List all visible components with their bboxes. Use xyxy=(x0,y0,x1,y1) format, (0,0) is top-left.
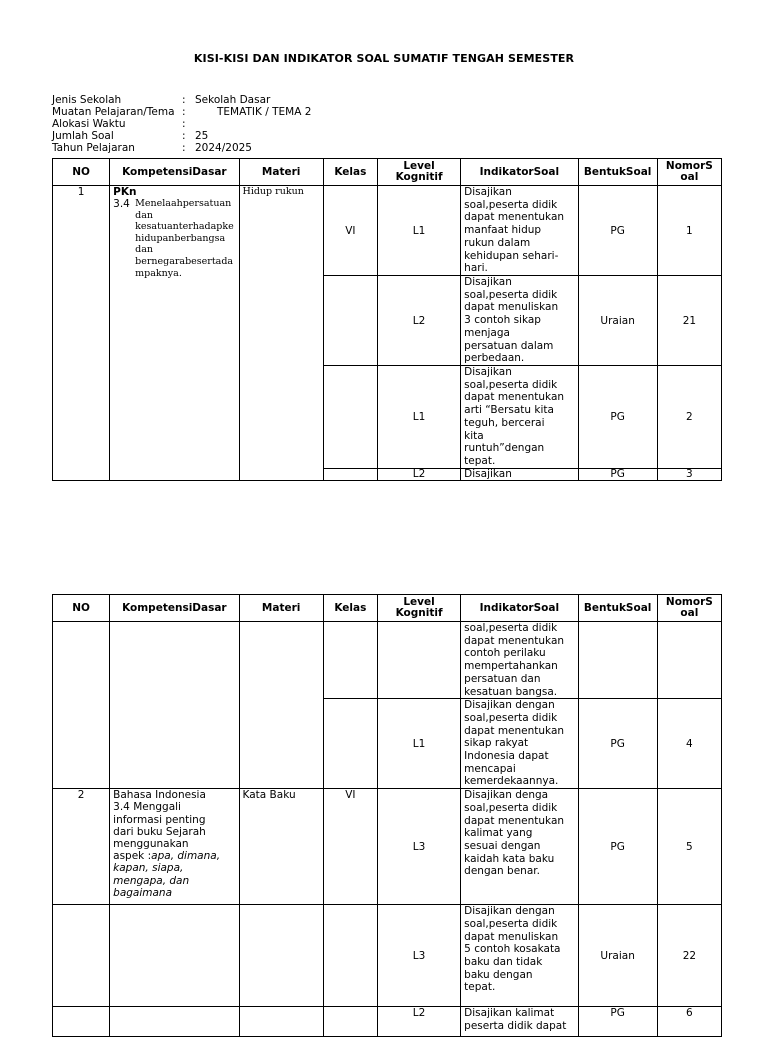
table-row xyxy=(53,789,722,905)
cell-indikator: Disajikan dengan soal,peserta didik dapat menuliskan 5 contoh kosakata baku dan tidak baku dengan tepat. xyxy=(461,905,578,1007)
cell-bentuk: PG xyxy=(578,789,657,905)
table-row xyxy=(53,1007,722,1037)
kisi-table-page2 xyxy=(52,594,722,1037)
cell-kompetensi-dasar xyxy=(110,186,239,481)
table-row xyxy=(53,905,722,1007)
cell-kompetensi-dasar xyxy=(110,905,239,1007)
cell-bentuk: Uraian xyxy=(578,276,657,366)
cell-bentuk xyxy=(578,622,657,699)
cell-level: L1 xyxy=(377,366,460,469)
cell-kelas: VI xyxy=(323,186,377,276)
cell-level: L3 xyxy=(377,789,460,905)
cell-level xyxy=(377,622,460,699)
table-row xyxy=(53,622,722,699)
cell-nomor xyxy=(657,622,721,699)
cell-indikator: Disajikan soal,peserta didik dapat menentukan arti “Bersatu kita teguh, bercerai kita runtuh”dengan tepat. xyxy=(461,366,578,469)
info-value: 25 xyxy=(195,130,209,142)
info-colon: : xyxy=(182,94,186,106)
header-materi: Materi xyxy=(239,595,323,622)
info-label: Alokasi Waktu xyxy=(52,118,126,130)
cell-bentuk: PG xyxy=(578,186,657,276)
cell-level: L1 xyxy=(377,699,460,789)
cell-kelas xyxy=(323,276,377,366)
header-kompetensi-dasar: KompetensiDasar xyxy=(110,159,239,186)
cell-nomor: 1 xyxy=(657,186,721,276)
header-no: NO xyxy=(53,159,110,186)
cell-indikator: Disajikan dengan soal,peserta didik dapat menentukan sikap rakyat Indonesia dapat mencapai kemerdekaannya. xyxy=(461,699,578,789)
cell-level: L2 xyxy=(377,1007,460,1037)
info-colon: : xyxy=(182,130,186,142)
cell-level: L2 xyxy=(377,276,460,366)
info-label: Muatan Pelajaran/Tema xyxy=(52,106,175,118)
kd-aspek-label: aspek : xyxy=(113,850,152,863)
cell-indikator: Disajikan soal,peserta didik dapat menentukan manfaat hidup rukun dalam kehidupan sehari- hari. xyxy=(461,186,578,276)
cell-nomor: 21 xyxy=(657,276,721,366)
cell-no xyxy=(53,1007,110,1037)
cell-kelas xyxy=(323,699,377,789)
cell-indikator: Disajikan xyxy=(461,468,578,480)
cell-kelas xyxy=(323,905,377,1007)
info-value: Sekolah Dasar xyxy=(195,94,271,106)
kisi-table-page1 xyxy=(52,158,722,481)
info-muatan xyxy=(52,106,311,118)
cell-bentuk: PG xyxy=(578,699,657,789)
header-kompetensi-dasar: KompetensiDasar xyxy=(110,595,239,622)
cell-materi xyxy=(239,1007,323,1037)
cell-kelas: VI xyxy=(323,789,377,905)
cell-indikator: Disajikan soal,peserta didik dapat menuliskan 3 contoh sikap menjaga persatuan dalam perbedaan. xyxy=(461,276,578,366)
cell-kompetensi-dasar xyxy=(110,789,239,905)
header-bentuk-soal: BentukSoal xyxy=(578,159,657,186)
cell-no: 2 xyxy=(53,789,110,905)
cell-kompetensi-dasar xyxy=(110,1007,239,1037)
cell-nomor: 4 xyxy=(657,699,721,789)
info-label: Jenis Sekolah xyxy=(52,94,122,106)
info-jenis-sekolah xyxy=(52,94,311,106)
cell-no xyxy=(53,622,110,789)
cell-no xyxy=(53,905,110,1007)
cell-level: L3 xyxy=(377,905,460,1007)
cell-nomor: 3 xyxy=(657,468,721,480)
table-header-row xyxy=(53,159,722,186)
header-bentuk-soal: BentukSoal xyxy=(578,595,657,622)
table-row xyxy=(53,186,722,276)
info-colon: : xyxy=(182,106,186,118)
cell-level: L2 xyxy=(377,468,460,480)
header-indikator-soal: IndikatorSoal xyxy=(461,159,578,186)
cell-bentuk: PG xyxy=(578,468,657,480)
table-header-row xyxy=(53,595,722,622)
info-tahun xyxy=(52,142,311,154)
info-colon: : xyxy=(182,142,186,154)
header-materi: Materi xyxy=(239,159,323,186)
cell-indikator: soal,peserta didik dapat menentukan contoh perilaku mempertahankan persatuan dan kesatuan bangsa. xyxy=(461,622,578,699)
cell-materi: Hidup rukun xyxy=(239,186,323,481)
document-title: KISI-KISI DAN INDIKATOR SOAL SUMATIF TENGAH SEMESTER xyxy=(193,52,575,65)
header-nomor-soal: NomorS oal xyxy=(657,595,721,622)
cell-indikator: Disajikan denga soal,peserta didik dapat menentukan kalimat yang sesuai dengan kaidah kata baku dengan benar. xyxy=(461,789,578,905)
cell-bentuk: PG xyxy=(578,366,657,469)
header-no: NO xyxy=(53,595,110,622)
cell-materi: Kata Baku xyxy=(239,789,323,905)
info-label: Jumlah Soal xyxy=(52,130,114,142)
header-level-kognitif: Level Kognitif xyxy=(377,159,460,186)
info-jumlah-soal xyxy=(52,130,311,142)
kd-subject: PKn xyxy=(113,186,137,198)
cell-nomor: 6 xyxy=(657,1007,721,1037)
cell-bentuk: Uraian xyxy=(578,905,657,1007)
cell-kelas xyxy=(323,366,377,469)
header-kelas: Kelas xyxy=(323,595,377,622)
info-value: TEMATIK / TEMA 2 xyxy=(217,106,312,118)
info-colon: : xyxy=(182,118,186,130)
kd-text: Bahasa Indonesia 3.4 Menggali informasi penting dari buku Sejarah menggunakan xyxy=(113,789,206,851)
cell-nomor: 2 xyxy=(657,366,721,469)
cell-materi xyxy=(239,622,323,789)
kd-content xyxy=(113,198,235,279)
cell-kelas xyxy=(323,1007,377,1037)
cell-nomor: 22 xyxy=(657,905,721,1007)
cell-kelas xyxy=(323,468,377,480)
cell-no: 1 xyxy=(53,186,110,481)
header-indikator-soal: IndikatorSoal xyxy=(461,595,578,622)
cell-kompetensi-dasar xyxy=(110,622,239,789)
kd-code: 3.4 xyxy=(113,198,130,210)
cell-level: L1 xyxy=(377,186,460,276)
cell-bentuk: PG xyxy=(578,1007,657,1037)
cell-kelas xyxy=(323,622,377,699)
cell-nomor: 5 xyxy=(657,789,721,905)
kd-aspek-text: apa, dimana, kapan, siapa, mengapa, dan bagaimana xyxy=(113,850,221,899)
cell-materi xyxy=(239,905,323,1007)
header-level-kognitif: Level Kognitif xyxy=(377,595,460,622)
header-nomor-soal: NomorS oal xyxy=(657,159,721,186)
kd-text: Menelaahpersatuan dan kesatuanterhadapke hidupanberbangsa dan bernegarabesertada mpaknya. xyxy=(135,198,234,279)
info-value: 2024/2025 xyxy=(195,142,252,154)
document-info xyxy=(52,94,311,154)
info-label: Tahun Pelajaran xyxy=(52,142,135,154)
info-alokasi xyxy=(52,118,311,130)
cell-indikator: Disajikan kalimat peserta didik dapat xyxy=(461,1007,578,1037)
header-kelas: Kelas xyxy=(323,159,377,186)
